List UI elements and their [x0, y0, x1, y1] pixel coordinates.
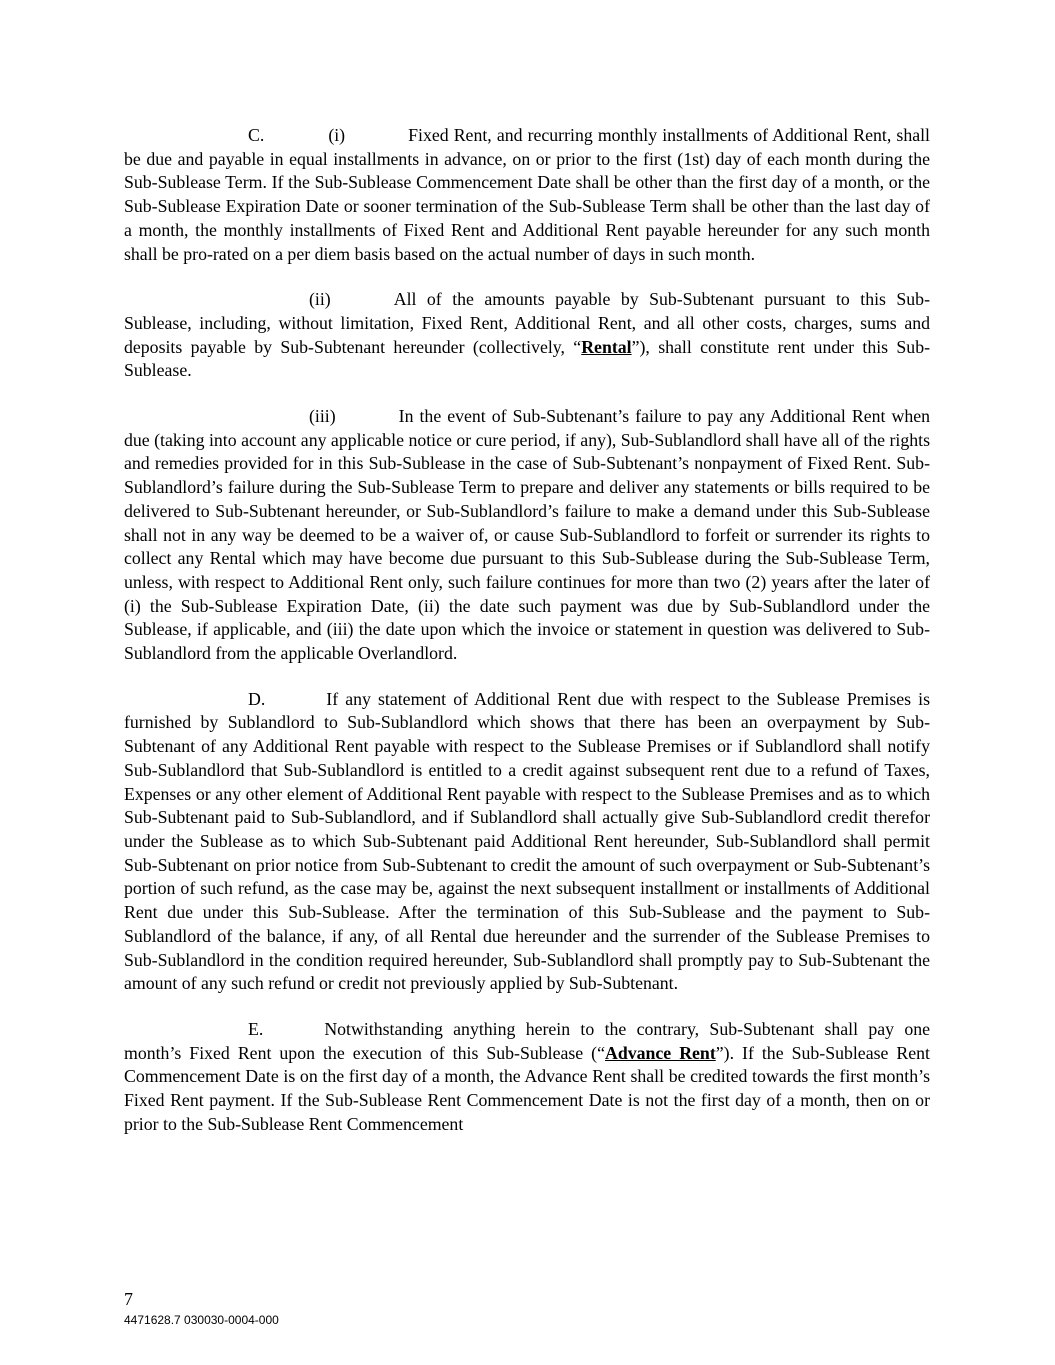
defined-term-advance-rent: Advance Rent [605, 1042, 716, 1063]
paragraph-c-i-text: Fixed Rent, and recurring monthly installments of Additional Rent, shall be due and payable in equal installments in advance, on or prior to the first (1st) day of each month during the Sub-Sublease Term. If the Sub-Sublease Commencement Date shall be other than the first day of a month, or the Sub-Sublease Expiration Date or sooner termination of the Sub-Sublease Term shall be other than the last day of a month, the monthly installments of Fixed Rent and Additional Rent payable hereunder for any such month shall be pro-rated on a per diem basis based on the actual number of days in such month. [124, 125, 930, 264]
paragraph-d-letter: D. [248, 688, 266, 709]
paragraph-c-ii-text-before: All of the amounts payable by Sub-Subtenant pursuant to this Sub-Sublease, including, without limitation, Fixed Rent, Additional Rent, and all other costs, charges, sums and deposits payable by Sub-Subtenant hereunder (collectively, “ [124, 289, 930, 357]
defined-term-rental: Rental [581, 336, 632, 357]
paragraph-c-ii-text-after: ”), shall constitute rent under this Sub-Sublease. [124, 336, 930, 381]
paragraph-c-iii-text: In the event of Sub-Subtenant’s failure to pay any Additional Rent when due (taking into account any applicable notice or cure period, if any), Sub-Sublandlord shall have all of the rights and remedies provided for in this Sub-Sublease in the case of Sub-Subtenant’s nonpayment of Fixed Rent. Sub-Sublandlord’s failure during the Sub-Sublease Term to prepare and deliver any statements or bills required to be delivered to Sub-Subtenant hereunder, or Sub-Sublandlord’s failure to make a demand under this Sub-Sublease shall not in any way be deemed to be a waiver of, or cause Sub-Sublandlord to forfeit or surrender its rights to collect any Rental which may have become due pursuant to this Sub-Sublease during the Sub-Sublease Term, unless, with respect to Additional Rent only, such failure continues for more than two (2) years after the later of (i) the Sub-Sublease Expiration Date, (ii) the date such payment was due by Sub-Sublandlord under the Sublease, if applicable, and (iii) the date upon which the invoice or statement in question was delivered to Sub-Sublandlord from the applicable Overlandlord. [124, 406, 930, 664]
page-number: 7 [124, 1289, 133, 1309]
document-body [124, 124, 930, 1158]
paragraph-c-i [124, 124, 930, 266]
paragraph-d [124, 688, 930, 996]
paragraph-d-text: If any statement of Additional Rent due with respect to the Sublease Premises is furnished by Sublandlord to Sub-Sublandlord which shows that there has been an overpayment by Sub-Subtenant of any Additional Rent payable with respect to the Sublease Premises or if Sublandlord shall notify Sub-Sublandlord that Sub-Sublandlord is entitled to a credit against subsequent rent due to a refund of Taxes, Expenses or any other element of Additional Rent payable with respect to the Sublease Premises and as to which Sub-Subtenant paid to Sub-Sublandlord, and if Sublandlord shall actually give Sub-Sublandlord credit therefor under the Sublease as to which Sub-Subtenant paid Additional Rent hereunder, Sub-Sublandlord shall permit Sub-Subtenant on prior notice from Sub-Subtenant to credit the amount of such overpayment or Sub-Subtenant’s portion of such refund, as the case may be, against the next subsequent installment or installments of Additional Rent due under this Sub-Sublease. After the termination of this Sub-Sublease and the payment to Sub-Sublandlord of the balance, if any, of all Rental due hereunder and the surrender of the Sublease Premises to Sub-Sublandlord in the condition required hereunder, Sub-Sublandlord shall promptly pay to Sub-Subtenant the amount of any such refund or credit not previously applied by Sub-Subtenant. [124, 688, 930, 994]
paragraph-e-letter: E. [248, 1018, 264, 1039]
paragraph-c-iii [124, 405, 930, 666]
paragraph-c-letter: C. [248, 125, 265, 145]
document-id: 4471628.7 030030-0004-000 [124, 1313, 279, 1327]
paragraph-c-iii-marker: (iii) [309, 406, 336, 427]
paragraph-c-ii-marker: (ii) [309, 289, 331, 310]
paragraph-e-text-before: Notwithstanding anything herein to the contrary, Sub-Subtenant shall pay one month’s Fixed Rent upon the execution of this Sub-Sublease (“ [124, 1018, 930, 1063]
paragraph-e [124, 1018, 930, 1137]
paragraph-e-text-after: ”). If the Sub-Sublease Rent Commencement Date is on the first day of a month, the Advance Rent shall be credited towards the first month’s Fixed Rent payment. If the Sub-Sublease Rent Commencement Date is not the first day of a month, then on or prior to the Sub-Sublease Rent Commencement [124, 1042, 930, 1134]
paragraph-c-i-marker: (i) [328, 125, 346, 145]
paragraph-c-ii [124, 288, 930, 383]
